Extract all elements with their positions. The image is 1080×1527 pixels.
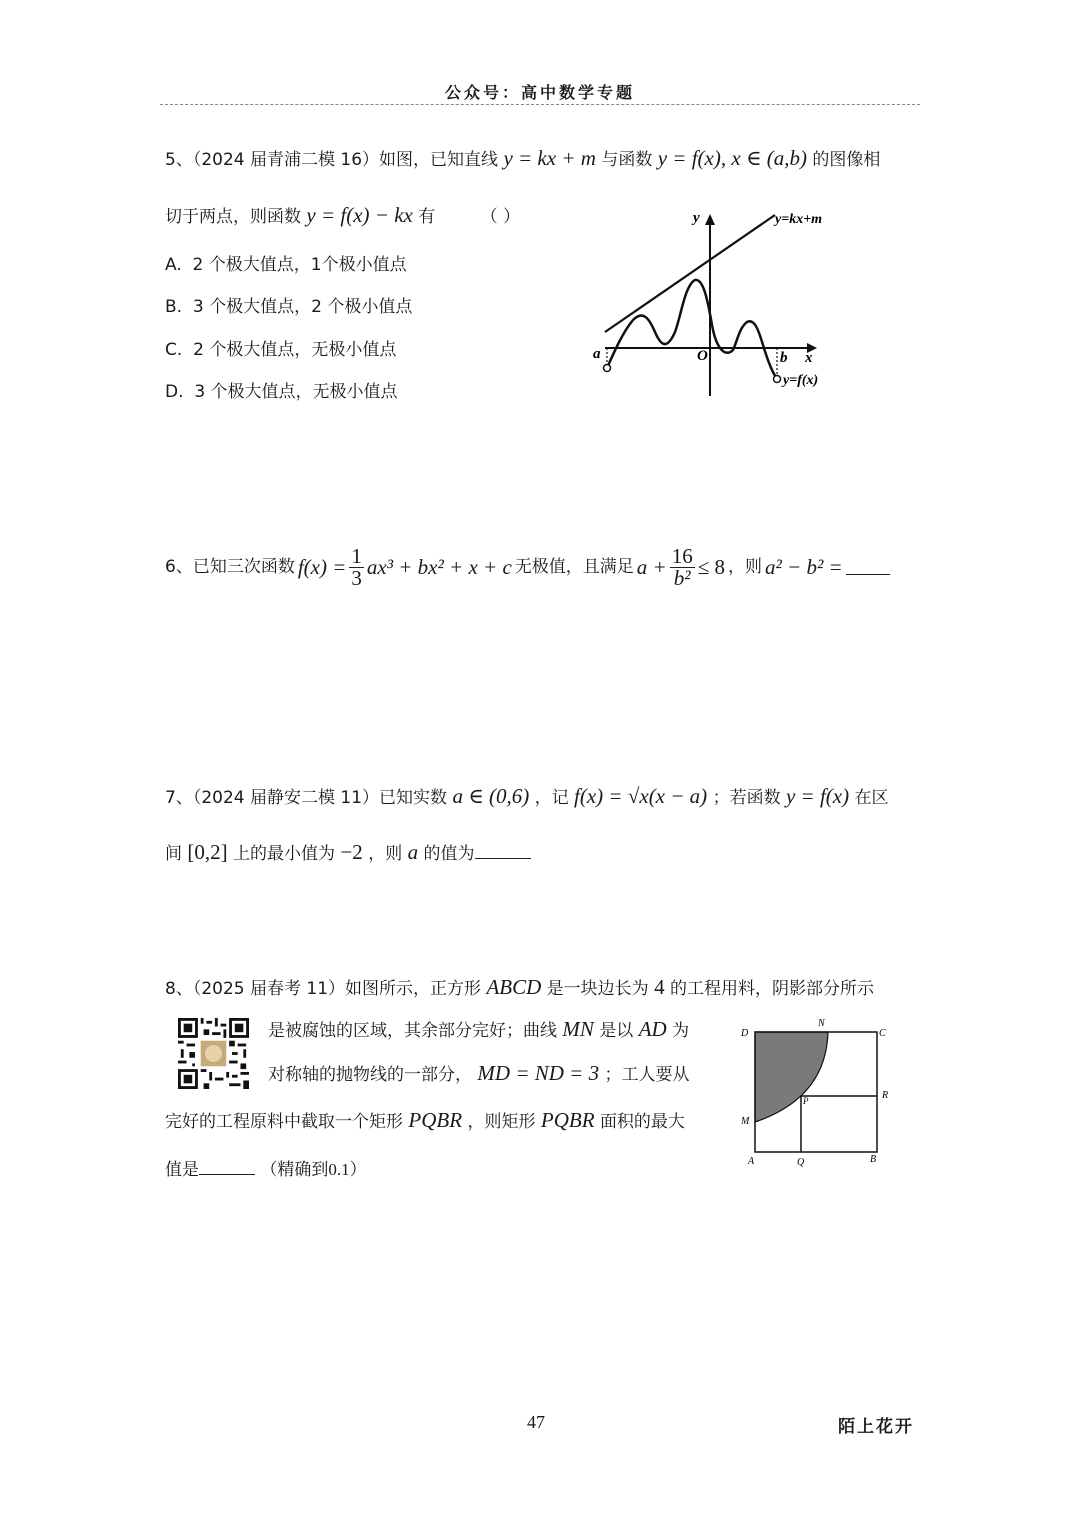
q8-line1 (165, 977, 874, 998)
q8-line2 (268, 1019, 689, 1040)
point-b-label: b (780, 350, 788, 366)
q6-fraction-one-third: $\frac{1}{3}$ (351, 544, 362, 590)
q8-precision: 0.1 (328, 1160, 350, 1179)
q8-side-length: 4 (654, 975, 665, 999)
q5-eq-func: y = f(x), x ∈ (a,b) (657, 146, 807, 170)
function-curve (607, 280, 777, 379)
q7-var-a: a (407, 840, 419, 864)
q8-suffix: 的工程用料，阴影部分所示 (669, 979, 874, 999)
label-p: P (803, 1096, 809, 1106)
q7-eq-a-range: a ∈ (0,6) (452, 784, 530, 808)
q8-line3-suffix: ；工人要从 (604, 1065, 690, 1085)
q5-eq-line: y = kx + m (503, 146, 596, 170)
q6-mid: 无极值，且满足 (514, 557, 634, 577)
endpoint-a (604, 365, 611, 372)
q7-line2-mid: 上的最小值为 (233, 844, 336, 864)
q6-then: ，则 (727, 557, 762, 577)
q8-line5 (165, 1160, 367, 1179)
q7-line2-suffix: 的值为 (423, 844, 475, 864)
q8-condition: MD = ND = 3 (477, 1061, 600, 1085)
q8-line5-close: ） (349, 1160, 367, 1180)
q5-prefix: 5、（2024 届青浦二模 16）如图，已知直线 (165, 150, 499, 170)
q6-cond-rest: ≤ 8 (697, 555, 725, 579)
header-divider (160, 104, 920, 105)
corroded-region (755, 1032, 828, 1122)
q7-line2-prefix: 间 (165, 844, 182, 864)
q6-fx: f(x) = (297, 555, 347, 579)
q8-rect-1: PQBR (408, 1108, 463, 1132)
q8-curve-mn: MN (562, 1017, 594, 1041)
page-header-title: 公众号：高中数学专题 (444, 83, 635, 102)
q5-mid: 与函数 (601, 150, 653, 170)
q5-answer-paren: （ ） (480, 207, 521, 227)
q7-mid2: ；若函数 (712, 788, 781, 808)
page-number: 47 (527, 1412, 545, 1432)
label-m: M (741, 1116, 750, 1127)
q5-line1 (165, 148, 880, 169)
q7-suffix: 在区 (854, 788, 889, 808)
q7-prefix: 7、（2024 届静安二模 11）已知实数 (165, 788, 448, 808)
q6-cond-a: a + (636, 555, 667, 579)
y-axis-label: y (693, 210, 700, 226)
q8-square-figure (735, 1012, 900, 1172)
x-axis-label: x (805, 350, 813, 366)
q8-prefix: 8、（2025 届春考 11）如图所示，正方形 (165, 979, 482, 999)
q8-line4-prefix: 完好的工程原料中截取一个矩形 (165, 1112, 403, 1132)
y-axis-arrow-icon (705, 214, 715, 225)
q8-line5-prefix: 值是 (165, 1160, 199, 1180)
q5-line2-suffix: 有 (418, 207, 436, 227)
q8-line3 (268, 1063, 690, 1084)
label-n: N (818, 1018, 825, 1029)
q5-line2-eq: y = f(x) − kx (306, 203, 413, 227)
q7-answer-blank[interactable] (475, 844, 531, 859)
q5-option-c: C. 2 个极大值点，无极小值点 (165, 340, 397, 360)
label-b: B (870, 1154, 877, 1165)
q5-option-a: A. 2 个极大值点，1个极小值点 (165, 255, 407, 275)
q7-line2 (165, 842, 531, 863)
q7-line2-mid2: ，则 (368, 844, 403, 864)
q7-min-value: −2 (340, 840, 363, 864)
q5-option-b: B. 3 个极大值点，2 个极小值点 (165, 297, 413, 317)
q6-polynomial: ax³ + bx² + x + c (366, 555, 512, 579)
q7-line1 (165, 786, 889, 807)
q8-line4-mid: ，则矩形 (467, 1112, 536, 1132)
tangent-line-label: y=kx+m (775, 212, 823, 227)
q6-answer-blank[interactable] (846, 560, 890, 575)
q8-line3-prefix: 对称轴的抛物线的一部分， (268, 1065, 472, 1085)
q6-prefix: 6、已知三次函数 (165, 557, 295, 577)
q8-rect-2: PQBR (540, 1108, 595, 1132)
q6-fraction-16-b2: $\frac{16}{\text{b²}}$ (671, 544, 693, 590)
q8-mid: 是一块边长为 (546, 979, 649, 999)
q5-line2-prefix: 切于两点，则函数 (165, 207, 301, 227)
q5-graph-figure (585, 200, 855, 405)
curve-label: y=f(x) (783, 373, 819, 388)
q7-eq-y: y = f(x) (785, 784, 850, 808)
q6-target: a² − b² = (764, 555, 843, 579)
q6-line (165, 546, 890, 589)
endpoint-b (774, 376, 781, 383)
q5-line2 (165, 205, 520, 226)
q7-mid: ，记 (534, 788, 569, 808)
label-a: A (748, 1156, 755, 1167)
q8-line4-suffix: 面积的最大 (599, 1112, 685, 1132)
q7-eq-fx: f(x) = √x(x − a) (574, 784, 708, 808)
qr-code-image (178, 1018, 249, 1089)
q8-line2-suffix: 为 (672, 1021, 690, 1041)
label-c: C (879, 1028, 886, 1039)
q8-axis-ad: AD (638, 1017, 667, 1041)
label-r: R (882, 1090, 889, 1101)
tangent-line (605, 215, 775, 332)
q5-suffix: 的图像相 (812, 150, 881, 170)
label-q: Q (797, 1157, 805, 1168)
q8-answer-blank[interactable] (199, 1160, 255, 1175)
q8-line2-mid: 是以 (599, 1021, 634, 1041)
footer-brand: 陌上花开 (838, 1417, 914, 1437)
q8-line2-prefix: 是被腐蚀的区域，其余部分完好；曲线 (268, 1021, 557, 1041)
q8-square: ABCD (486, 975, 542, 999)
label-d: D (741, 1028, 749, 1039)
q8-line4 (165, 1110, 685, 1131)
q5-option-d: D. 3 个极大值点，无极小值点 (165, 382, 398, 402)
origin-label: O (697, 348, 708, 364)
q7-interval: [0,2] (187, 840, 228, 864)
q8-line5-suffix: （精确到 (260, 1160, 329, 1180)
point-a-label: a (593, 346, 601, 362)
